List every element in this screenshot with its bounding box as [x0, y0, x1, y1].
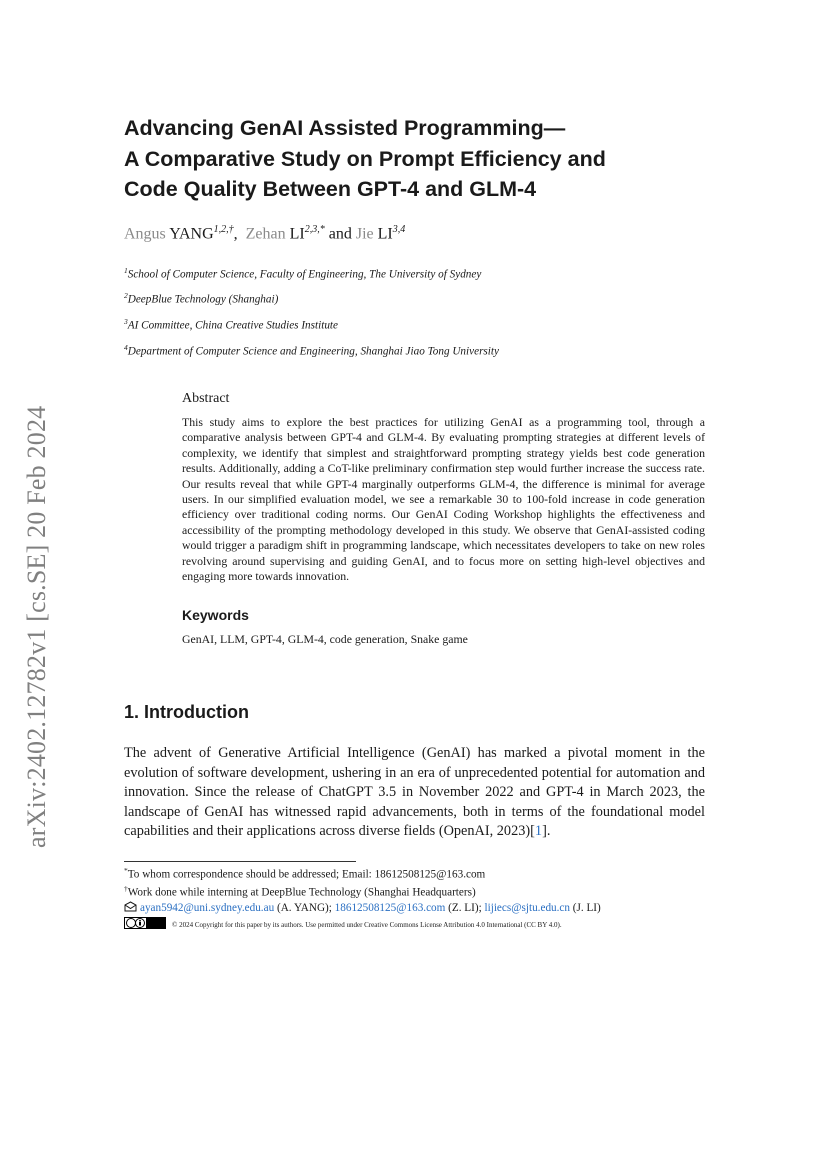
title-line: Code Quality Between GPT-4 and GLM-4: [124, 177, 537, 201]
affiliation: [124, 343, 499, 358]
affiliation-number: 1: [124, 266, 128, 275]
affiliation: [124, 317, 338, 332]
footnote-correspondence: [124, 866, 485, 881]
affiliation-text: School of Computer Science, Faculty of Engineering, The University of Sydney: [127, 268, 482, 281]
author-given-name: Zehan: [245, 225, 286, 243]
email-link[interactable]: lijiecs@sjtu.edu.cn: [484, 902, 570, 914]
affiliation: [124, 266, 481, 281]
author-affil-sup: 3,4: [392, 224, 406, 235]
affiliation: [124, 291, 278, 306]
cc-by-license-icon: [124, 917, 166, 929]
copyright-text: © 2024 Copyright for this paper by its authors. Use permitted under Creative Commons License Attribution 4.0 International (CC BY 4.0).: [172, 921, 562, 929]
affiliation-text: AI Committee, China Creative Studies Institute: [127, 319, 339, 332]
affiliation-number: 3: [124, 317, 128, 326]
author-list: [124, 224, 405, 243]
author-separator: ,: [233, 225, 238, 243]
footnote-rule: [124, 861, 356, 862]
author-affil-sup: 1,2,†: [213, 224, 234, 235]
citation-link[interactable]: 1: [534, 823, 543, 839]
introduction-text-end: ].: [542, 823, 551, 839]
title-line: A Comparative Study on Prompt Efficiency and: [124, 146, 606, 171]
email-link[interactable]: ayan5942@uni.sydney.edu.au: [140, 902, 275, 914]
footnote-emails: [124, 901, 601, 914]
footnote-intern: [124, 884, 476, 899]
email-owner: (Z. LI);: [445, 902, 485, 914]
author-given-name: Jie: [355, 225, 374, 243]
author-given-name: Angus: [124, 225, 166, 243]
author-affil-sup: 2,3,*: [304, 224, 325, 235]
affiliation-text: DeepBlue Technology (Shanghai): [127, 293, 279, 306]
email-link[interactable]: 18612508125@163.com: [334, 902, 446, 914]
author-family-name: LI: [377, 225, 393, 243]
affiliation-number: 2: [124, 291, 128, 300]
title-line: Advancing GenAI Assisted Programming—: [124, 116, 566, 140]
footnote-text: To whom correspondence should be addressed; Email: 18612508125@163.com: [127, 868, 486, 881]
footnote-mark: *: [124, 866, 128, 875]
keywords-heading: Keywords: [182, 607, 249, 623]
keywords-text: GenAI, LLM, GPT-4, GLM-4, code generation, Snake game: [182, 632, 468, 646]
author-family-name: LI: [289, 225, 305, 243]
affiliation-text: Department of Computer Science and Engineering, Shanghai Jiao Tong University: [127, 345, 499, 358]
abstract-text: This study aims to explore the best practices for utilizing GenAI as a programming tool, through a comparative analysis between GPT-4 and GLM-4. By evaluating prompting strategies at different levels of complexity, we identify that simplest and straightforward prompting strategy yields best code generation results. Additionally, adding a CoT-like preliminary confirmation step would further increase the success rate. Our results reveal that while GPT-4 marginally outperforms GLM-4, the difference is minimal for average users. In our simplified evaluation model, we see a remarkable 30 to 100-fold increase in code generation efficiency over traditional coding norms. Our GenAI Coding Workshop highlights the effectiveness and accessibility of the prompting methodology developed in this study. We observe that GenAI-assisted coding would trigger a paradigm shift in programming landscape, which necessitates developers to take on new roles revolving around supervising and guiding GenAI, and to focus more on setting high-level objectives and engaging more towards innovation.: [182, 415, 705, 584]
author-family-name: YANG: [169, 225, 214, 243]
arxiv-id: arXiv:2402.12782v1 [cs.SE] 20 Feb 2024: [22, 405, 51, 848]
introduction-paragraph: [124, 744, 705, 842]
footnote-license: [124, 917, 562, 930]
paper-title: [124, 113, 724, 205]
envelope-icon: [124, 901, 137, 912]
abstract-heading: Abstract: [182, 391, 230, 406]
arxiv-sidebar: [22, 370, 54, 848]
affiliation-number: 4: [124, 343, 128, 352]
introduction-text: The advent of Generative Artificial Intelligence (GenAI) has marked a pivotal moment in the evolution of software development, ushering in an era of unprecedented potential for automation and innovation. Since the release of ChatGPT 3.5 in November 2022 and GPT-4 in March 2023, the landscape of GenAI has witnessed rapid advancements, both in terms of the foundational model capabilities and their applications across diverse fields (OpenAI, 2023)[: [124, 745, 705, 839]
email-owner: (J. LI): [570, 902, 601, 914]
footnote-text: Work done while interning at DeepBlue Technology (Shanghai Headquarters): [127, 886, 476, 899]
email-owner: (A. YANG);: [274, 902, 335, 914]
author-separator: and: [328, 225, 352, 243]
section-heading-introduction: 1. Introduction: [124, 702, 249, 722]
footnote-mark: †: [124, 884, 128, 893]
